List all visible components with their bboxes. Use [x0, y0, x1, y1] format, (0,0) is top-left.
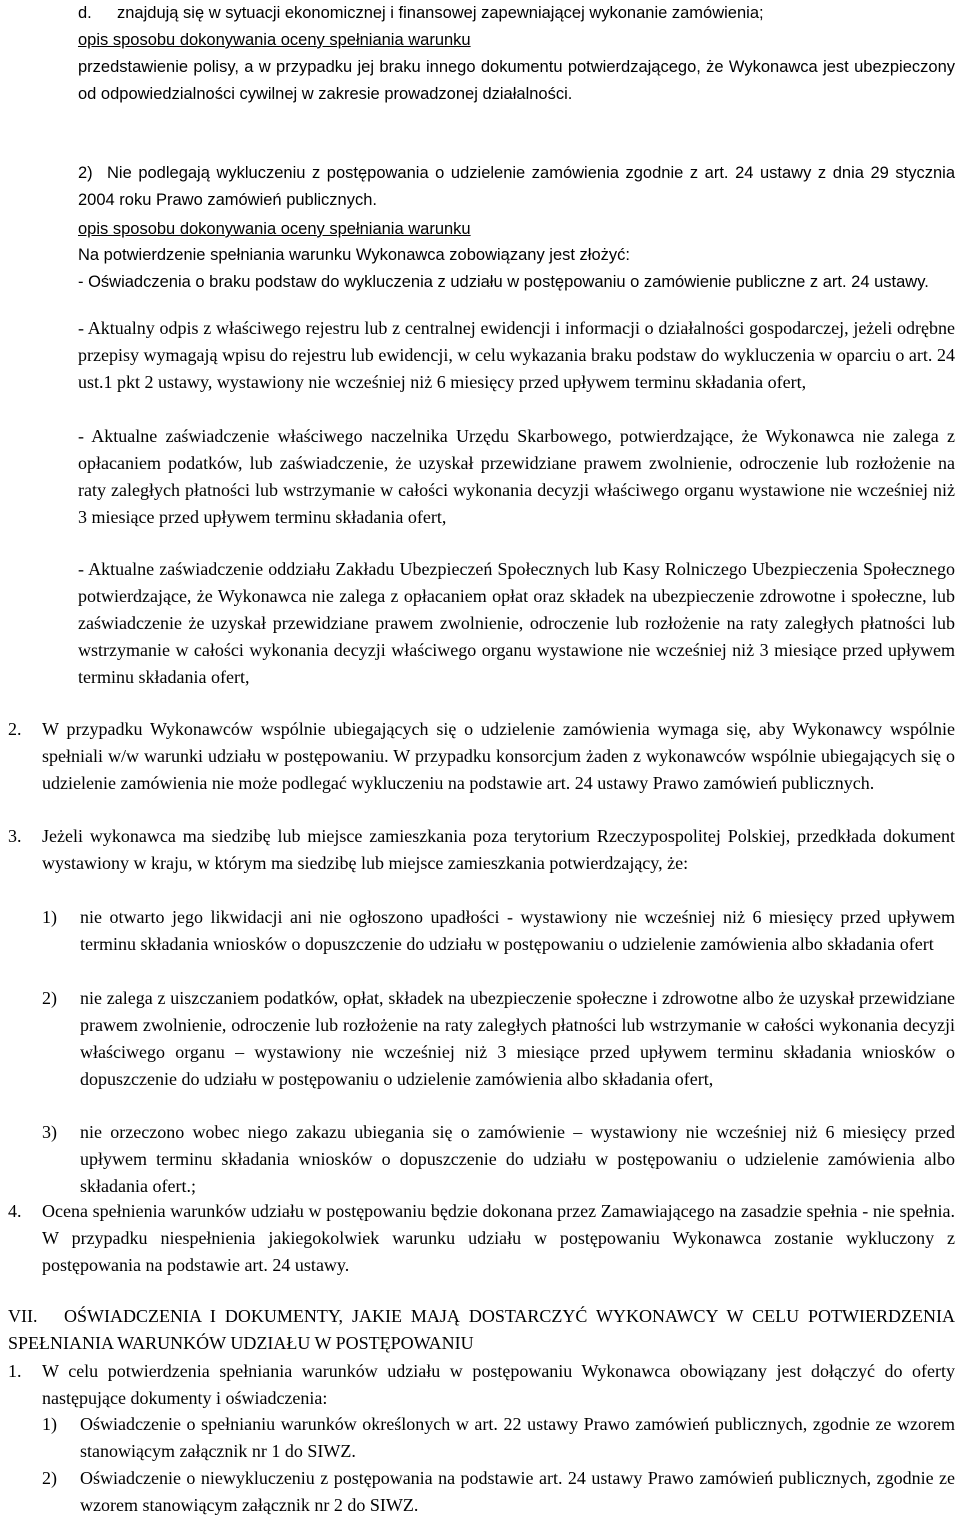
item2-sub-bullet-4: - Aktualne zaświadczenie oddziału Zakładu Ubezpieczeń Społecznych lub Kasy Rolniczego Ubezpieczenia Społecznego potwierdzające, że Wykonawca nie zalega z opłacaniem opłat oraz składek na ubezpieczenie zdrowotne i społeczne, lub zaświadczenie że uzyskał przewidziane prawem zwolnienie, odroczenie lub rozłożenie na raty zaległych płatności lub wstrzymanie w całości wykonania decyzji właściwego organu wystawione nie wcześniej niż 3 miesiące przed upływem terminu składania ofert, — [78, 559, 955, 687]
section-vii-point-1-text: W celu potwierdzenia spełniania warunków udziału w postępowaniu Wykonawca obowiązany jest dołączyć do oferty następujące dokumenty i oświadczenia: — [42, 1361, 955, 1408]
item2-sub-marker: 2) — [78, 164, 93, 182]
point-3-text: Jeżeli wykonawca ma siedzibę lub miejsce zamieszkania poza terytorium Rzeczypospolitej Polskiej, przedkłada dokument wystawiony w kraju, w którym ma siedzibę lub miejsce zamieszkania potwierdzający, że: — [42, 826, 955, 873]
point-2-marker: 2. — [8, 719, 22, 739]
point-2-text: W przypadku Wykonawców wspólnie ubiegających się o udzielenie zamówienia wymaga się, aby Wykonawcy wspólnie spełniali w/w warunki udziału w postępowaniu. W przypadku konsorcjum żaden z wykonawców wspólnie ubiegających się o udzielenie zamówienia nie może podlegać wykluczeniu na podstawie art. 24 ustawy Prawo zamówień publicznych. — [42, 719, 955, 793]
point-3-sub-3-marker: 3) — [42, 1122, 57, 1142]
section-vii-heading: OŚWIADCZENIA I DOKUMENTY, JAKIE MAJĄ DOSTARCZYĆ WYKONAWCY W CELU POTWIERDZENIA SPEŁNIANIA WARUNKÓW UDZIAŁU W POSTĘPOWANIU — [8, 1306, 955, 1353]
section-vii-sub-2-text: Oświadczenie o niewykluczeniu z postępowania na podstawie art. 24 ustawy Prawo zamówień publicznych, zgodnie ze wzorem stanowiącym załącznik nr 2 do SIWZ. — [80, 1468, 955, 1515]
section-vii-sub-1-text: Oświadczenie o spełnianiu warunków określonych w art. 22 ustawy Prawo zamówień publicznych, zgodnie ze wzorem stanowiącym załącznik nr 1 do SIWZ. — [80, 1414, 955, 1461]
point-4-marker: 4. — [8, 1201, 22, 1221]
item2-sub-text: Nie podlegają wykluczeniu z postępowania o udzielenie zamówienia zgodnie z art. 24 ustawy z dnia 29 stycznia 2004 roku Prawo zamówień publicznych. — [78, 164, 955, 209]
item2-sub-bullet-3: - Aktualne zaświadczenie właściwego naczelnika Urzędu Skarbowego, potwierdzające, że Wykonawca nie zalega z opłacaniem podatków, lub zaświadczenie, że uzyskał przewidziane prawem zwolnienie, odroczenie lub rozłożenie na raty zaległych płatności lub wstrzymanie w całości wykonania decyzji właściwego organu wystawione nie wcześniej niż 3 miesiące przed upływem terminu składania ofert, — [78, 426, 955, 527]
section-vii-point-1-marker: 1. — [8, 1361, 22, 1381]
point-3-sub-1-marker: 1) — [42, 907, 57, 927]
point-3-marker: 3. — [8, 826, 22, 846]
point-3-sub-2-marker: 2) — [42, 988, 57, 1008]
section-vii-sub-1-marker: 1) — [42, 1414, 57, 1434]
section-vii-sub-2-marker: 2) — [42, 1468, 57, 1488]
section-d-marker: d. — [78, 4, 92, 22]
point-4-text: Ocena spełnienia warunków udziału w postępowaniu będzie dokonana przez Zamawiającego na zasadzie spełnia - nie spełnia. W przypadku niespełnienia jakiegokolwiek warunku udziału w postępowaniu Wykonawca zostanie wykluczony z postępowania na podstawie art. 24 ustawy. — [42, 1201, 955, 1275]
section-vii-marker: VII. — [8, 1306, 38, 1326]
item2-sub-opis-heading: opis sposobu dokonywania oceny spełniania warunku — [78, 220, 471, 238]
item2-sub-bullet-1: - Oświadczenia o braku podstaw do wykluczenia z udziału w postępowaniu o zamówienie publiczne z art. 24 ustawy. — [78, 273, 929, 291]
point-3-sub-1-text: nie otwarto jego likwidacji ani nie ogłoszono upadłości - wystawiony nie wcześniej niż 6 miesięcy przed upływem terminu składania wniosków o dopuszczenie do udziału w postępowaniu o udzielenie zamówienia albo składania ofert — [80, 907, 955, 954]
section-d-body: przedstawienie polisy, a w przypadku jej braku innego dokumentu potwierdzającego, że Wykonawca jest ubezpieczony od odpowiedzialności cywilnej w zakresie prowadzonej działalności. — [78, 58, 955, 103]
item2-sub-bullet-2: - Aktualny odpis z właściwego rejestru lub z centralnej ewidencji i informacji o działalności gospodarczej, jeżeli odrębne przepisy wymagają wpisu do rejestru lub ewidencji, w celu wykazania braku podstaw do wykluczenia w oparciu o art. 24 ust.1 pkt 2 ustawy, wystawiony nie wcześniej niż 6 miesięcy przed upływem terminu składania ofert, — [78, 318, 955, 392]
point-3-sub-2-text: nie zalega z uiszczaniem podatków, opłat, składek na ubezpieczenie społeczne i zdrowotne albo że uzyskał przewidziane prawem zwolnienie, odroczenie lub rozłożenie na raty zaległych płatności lub wstrzymanie w całości wykonania decyzji właściwego organu – wystawiony nie wcześniej niż 3 miesiące przed upływem terminu składania wniosków o dopuszczenie do udziału w postępowaniu o udzielenie zamówienia albo składania ofert, — [80, 988, 955, 1089]
item2-sub-confirm-intro: Na potwierdzenie spełniania warunku Wykonawca zobowiązany jest złożyć: — [78, 246, 630, 264]
point-3-sub-3-text: nie orzeczono wobec niego zakazu ubiegania się o zamówienie – wystawiony nie wcześniej niż 6 miesięcy przed upływem terminu składania wniosków o dopuszczenie do udziału w postępowaniu o udzielenie zamówienia albo składania ofert.; — [80, 1122, 955, 1196]
section-d-intro: znajdują się w sytuacji ekonomicznej i finansowej zapewniającej wykonanie zamówienia; — [117, 4, 764, 22]
section-d-opis-heading: opis sposobu dokonywania oceny spełniania warunku — [78, 31, 471, 49]
